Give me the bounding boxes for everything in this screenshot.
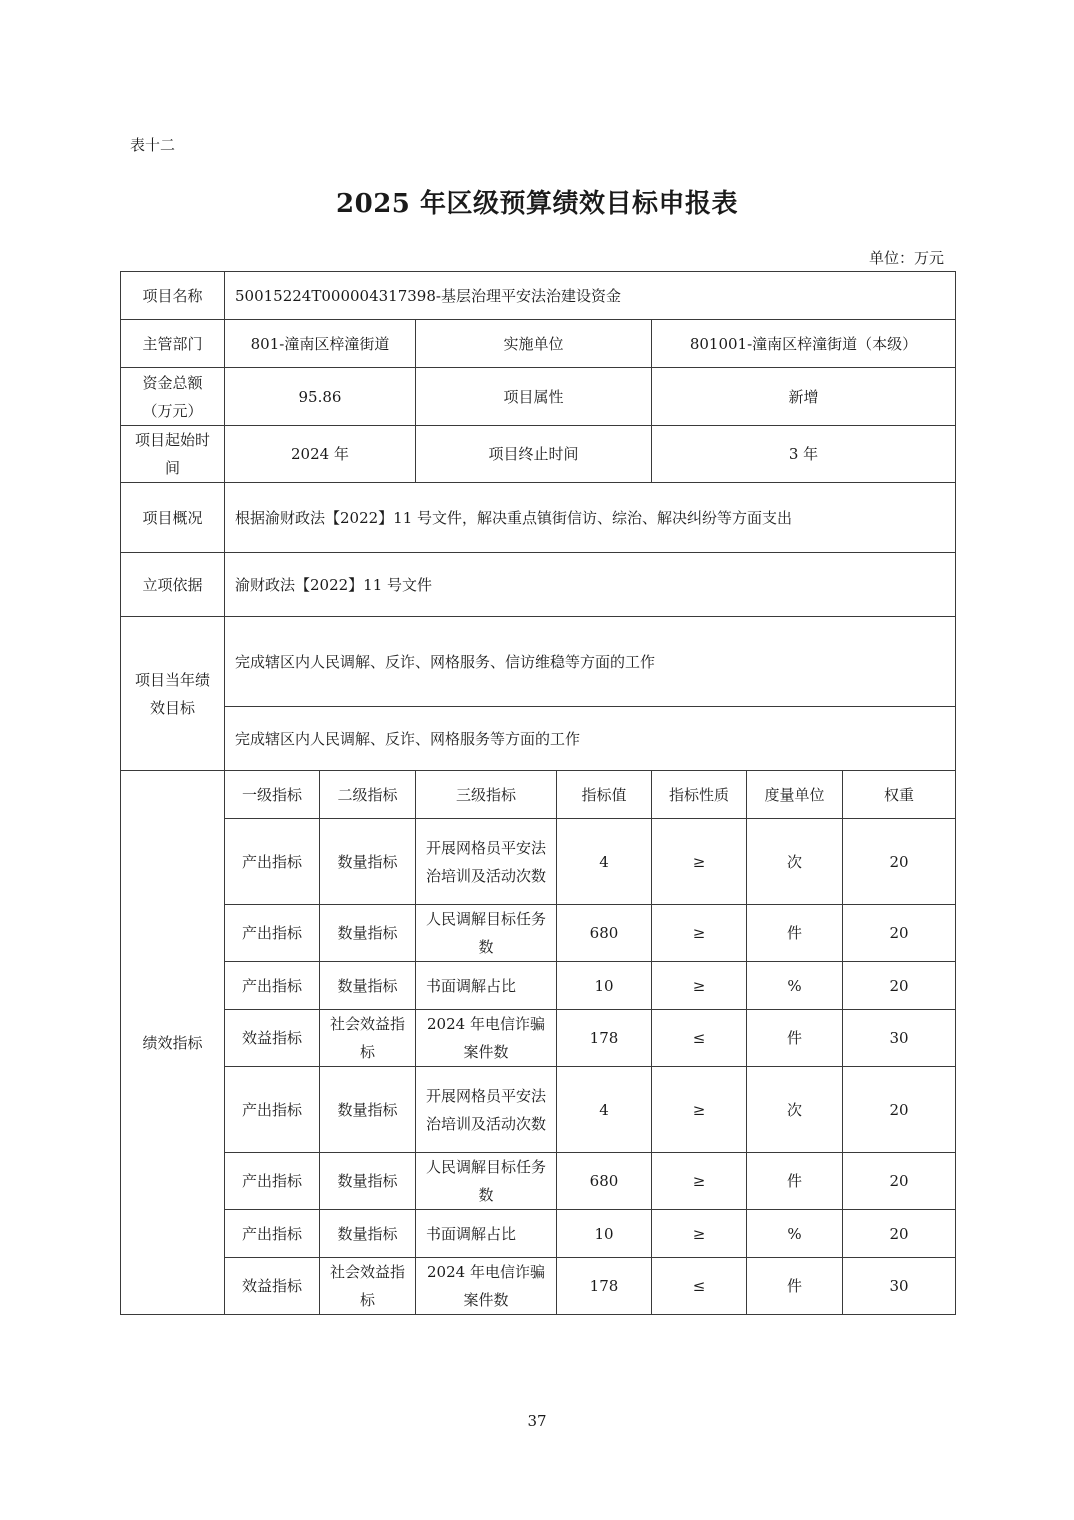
indicator-l1: 效益指标 <box>225 1258 320 1315</box>
indicator-l3: 开展网格员平安法治培训及活动次数 <box>416 819 557 905</box>
row-goal-2 <box>121 707 956 771</box>
goal-1: 完成辖区内人民调解、反诈、网格服务、信访维稳等方面的工作 <box>225 617 956 707</box>
indicator-l3: 开展网格员平安法治培训及活动次数 <box>416 1067 557 1153</box>
indicator-row <box>121 1067 956 1153</box>
fund-value: 95.86 <box>225 368 416 426</box>
indicator-nature: ≥ <box>652 962 747 1010</box>
end-label: 项目终止时间 <box>416 426 652 483</box>
row-dept <box>121 320 956 368</box>
project-name-value: 50015224T000004317398-基层治理平安法治建设资金 <box>225 272 956 320</box>
indicator-value: 10 <box>557 1210 652 1258</box>
indicator-l2: 数量指标 <box>320 962 416 1010</box>
impl-label: 实施单位 <box>416 320 652 368</box>
overview-label: 项目概况 <box>121 483 225 553</box>
header-l3: 三级指标 <box>416 771 557 819</box>
indicator-weight: 20 <box>843 962 956 1010</box>
indicator-l1: 产出指标 <box>225 1067 320 1153</box>
header-l1: 一级指标 <box>225 771 320 819</box>
row-basis <box>121 553 956 617</box>
indicator-nature: ≤ <box>652 1010 747 1067</box>
indicator-value: 10 <box>557 962 652 1010</box>
indicator-nature: ≤ <box>652 1258 747 1315</box>
start-label <box>121 426 225 483</box>
indicator-weight: 20 <box>843 1153 956 1210</box>
goal-label <box>121 617 225 771</box>
impl-value: 801001-潼南区梓潼街道（本级） <box>652 320 956 368</box>
indicator-unit: 次 <box>747 819 843 905</box>
dept-value: 801-潼南区梓潼街道 <box>225 320 416 368</box>
project-name-label: 项目名称 <box>121 272 225 320</box>
indicator-value: 680 <box>557 905 652 962</box>
row-time <box>121 426 956 483</box>
indicator-weight: 20 <box>843 905 956 962</box>
indicator-row <box>121 962 956 1010</box>
header-nature: 指标性质 <box>652 771 747 819</box>
unit-label: 单位：万元 <box>868 249 944 267</box>
indicator-weight: 30 <box>843 1258 956 1315</box>
indicator-row <box>121 1010 956 1067</box>
indicator-row <box>121 1258 956 1315</box>
fund-label <box>121 368 225 426</box>
indicator-unit: 件 <box>747 905 843 962</box>
header-unit: 度量单位 <box>747 771 843 819</box>
indicator-section-label: 绩效指标 <box>121 771 225 1315</box>
indicator-row <box>121 1153 956 1210</box>
indicator-l3: 人民调解目标任务数 <box>416 905 557 962</box>
indicator-l1: 产出指标 <box>225 1210 320 1258</box>
table-label: 表十二 <box>130 136 176 154</box>
goal-2: 完成辖区内人民调解、反诈、网格服务等方面的工作 <box>225 707 956 771</box>
indicator-l3: 人民调解目标任务数 <box>416 1153 557 1210</box>
indicator-nature: ≥ <box>652 819 747 905</box>
row-fund <box>121 368 956 426</box>
indicator-value: 4 <box>557 1067 652 1153</box>
indicator-row <box>121 905 956 962</box>
indicator-l2: 社会效益指标 <box>320 1010 416 1067</box>
fund-label-line2: （万元） <box>142 401 203 420</box>
indicator-weight: 20 <box>843 819 956 905</box>
indicator-unit: % <box>747 962 843 1010</box>
goal-label-line1: 项目当年绩 <box>134 670 210 689</box>
indicator-unit: 次 <box>747 1067 843 1153</box>
indicator-l1: 效益指标 <box>225 1010 320 1067</box>
indicator-value: 178 <box>557 1010 652 1067</box>
indicator-value: 680 <box>557 1153 652 1210</box>
indicator-unit: 件 <box>747 1153 843 1210</box>
row-project-name <box>121 272 956 320</box>
indicator-l1: 产出指标 <box>225 905 320 962</box>
basis-value: 渝财政法【2022】11 号文件 <box>225 553 956 617</box>
indicator-header-row <box>121 771 956 819</box>
header-value: 指标值 <box>557 771 652 819</box>
indicator-l2: 数量指标 <box>320 1067 416 1153</box>
indicator-l2: 数量指标 <box>320 819 416 905</box>
indicator-l1: 产出指标 <box>225 1153 320 1210</box>
header-l2: 二级指标 <box>320 771 416 819</box>
page-title: 2025 年区级预算绩效目标申报表 <box>336 189 738 219</box>
indicator-l2: 数量指标 <box>320 1153 416 1210</box>
dept-label: 主管部门 <box>121 320 225 368</box>
page-number: 37 <box>527 1412 547 1430</box>
indicator-nature: ≥ <box>652 905 747 962</box>
attr-value: 新增 <box>652 368 956 426</box>
indicator-weight: 30 <box>843 1010 956 1067</box>
indicator-row <box>121 1210 956 1258</box>
end-value: 3 年 <box>652 426 956 483</box>
indicator-unit: 件 <box>747 1258 843 1315</box>
overview-value: 根据渝财政法【2022】11 号文件，解决重点镇街信访、综治、解决纠纷等方面支出 <box>225 483 956 553</box>
start-label-line2: 间 <box>164 459 180 477</box>
indicator-l3: 书面调解占比 <box>416 1210 557 1258</box>
indicator-l2: 数量指标 <box>320 905 416 962</box>
header-weight: 权重 <box>843 771 956 819</box>
indicator-l2: 社会效益指标 <box>320 1258 416 1315</box>
indicator-l3: 2024 年电信诈骗案件数 <box>416 1010 557 1067</box>
start-value: 2024 年 <box>225 426 416 483</box>
indicator-nature: ≥ <box>652 1067 747 1153</box>
indicator-weight: 20 <box>843 1210 956 1258</box>
indicator-l1: 产出指标 <box>225 819 320 905</box>
indicator-value: 4 <box>557 819 652 905</box>
row-overview <box>121 483 956 553</box>
indicator-nature: ≥ <box>652 1153 747 1210</box>
start-label-line1: 项目起始时 <box>134 431 210 449</box>
attr-label: 项目属性 <box>416 368 652 426</box>
goal-label-line2: 效目标 <box>149 698 195 717</box>
indicator-weight: 20 <box>843 1067 956 1153</box>
indicator-l3: 2024 年电信诈骗案件数 <box>416 1258 557 1315</box>
fund-label-line1: 资金总额 <box>142 373 203 392</box>
indicator-l3: 书面调解占比 <box>416 962 557 1010</box>
indicator-value: 178 <box>557 1258 652 1315</box>
indicator-row <box>121 819 956 905</box>
indicator-unit: 件 <box>747 1010 843 1067</box>
basis-label: 立项依据 <box>121 553 225 617</box>
indicator-unit: % <box>747 1210 843 1258</box>
indicator-l1: 产出指标 <box>225 962 320 1010</box>
indicator-nature: ≥ <box>652 1210 747 1258</box>
performance-table <box>120 271 956 1315</box>
row-goal-1 <box>121 617 956 707</box>
indicator-l2: 数量指标 <box>320 1210 416 1258</box>
